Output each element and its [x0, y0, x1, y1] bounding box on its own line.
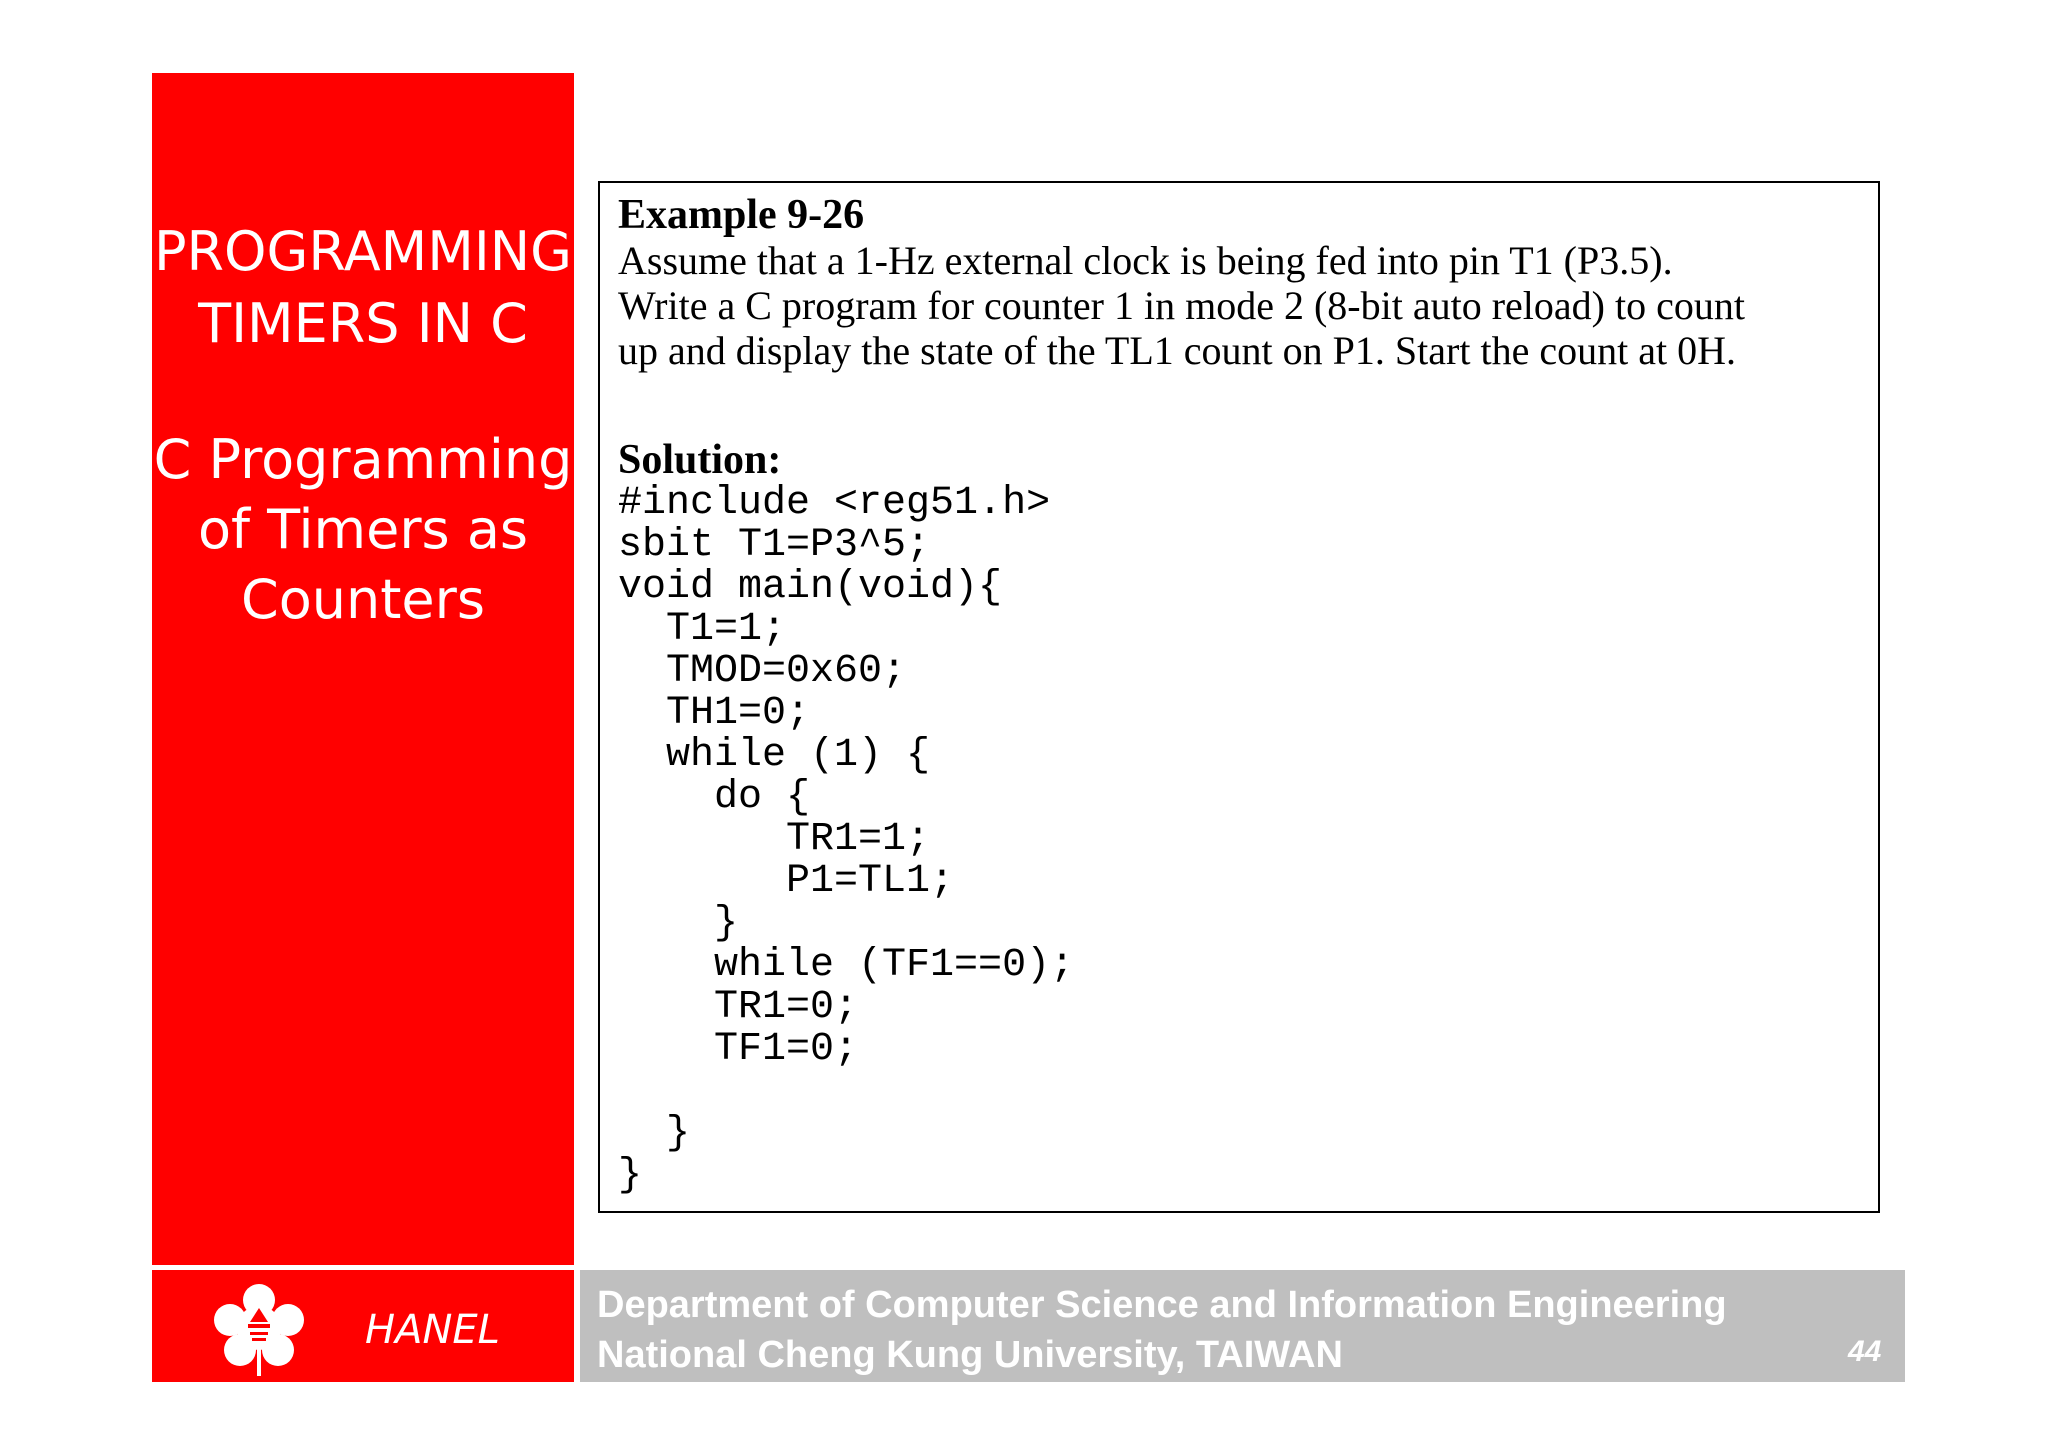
code-line: }	[618, 1111, 691, 1156]
department-info	[597, 1280, 1727, 1380]
section-subtitle-line: Counters	[241, 568, 485, 631]
code-line: T1=1;	[618, 607, 787, 652]
code-line: TR1=1;	[618, 817, 931, 862]
code-line: TMOD=0x60;	[618, 649, 907, 694]
page-number: 44	[1848, 1335, 1882, 1368]
description-line: Assume that a 1-Hz external clock is being fed into pin T1 (P3.5).	[618, 238, 1673, 283]
code-listing	[618, 483, 1074, 1197]
solution-title: Solution:	[618, 437, 782, 483]
code-line	[618, 1071, 1074, 1113]
code-line: while (1) {	[618, 733, 931, 778]
section-subtitle-line: C Programming	[153, 428, 573, 491]
department-line: Department of Computer Science and Information Engineering	[597, 1284, 1727, 1326]
section-subtitle-line: of Timers as	[197, 498, 529, 561]
code-line: }	[618, 1153, 643, 1198]
example-title: Example 9-26	[618, 192, 865, 238]
description-line: up and display the state of the TL1 count on P1. Start the count at 0H.	[618, 328, 1736, 373]
code-line: P1=TL1;	[618, 859, 955, 904]
ncku-emblem-icon	[200, 1278, 318, 1378]
code-line: TR1=0;	[618, 985, 859, 1030]
description-line: Write a C program for counter 1 in mode 2 (8-bit auto reload) to count	[618, 283, 1745, 328]
section-subtitle	[152, 425, 574, 635]
code-line: #include <reg51.h>	[618, 481, 1051, 526]
author-label: HANEL	[365, 1307, 500, 1353]
code-line: sbit T1=P3^5;	[618, 523, 931, 568]
section-title-line: TIMERS IN C	[198, 292, 528, 355]
code-line: TF1=0;	[618, 1027, 859, 1072]
code-line: do {	[618, 775, 811, 820]
code-line: void main(void){	[618, 565, 1003, 610]
code-line: }	[618, 901, 739, 946]
university-line: National Cheng Kung University, TAIWAN	[597, 1334, 1343, 1376]
code-line: TH1=0;	[618, 691, 811, 736]
section-title-line: PROGRAMMING	[153, 220, 573, 283]
code-line: while (TF1==0);	[618, 943, 1075, 988]
example-content	[618, 192, 1868, 373]
section-title	[152, 216, 574, 360]
example-description	[618, 238, 1868, 373]
